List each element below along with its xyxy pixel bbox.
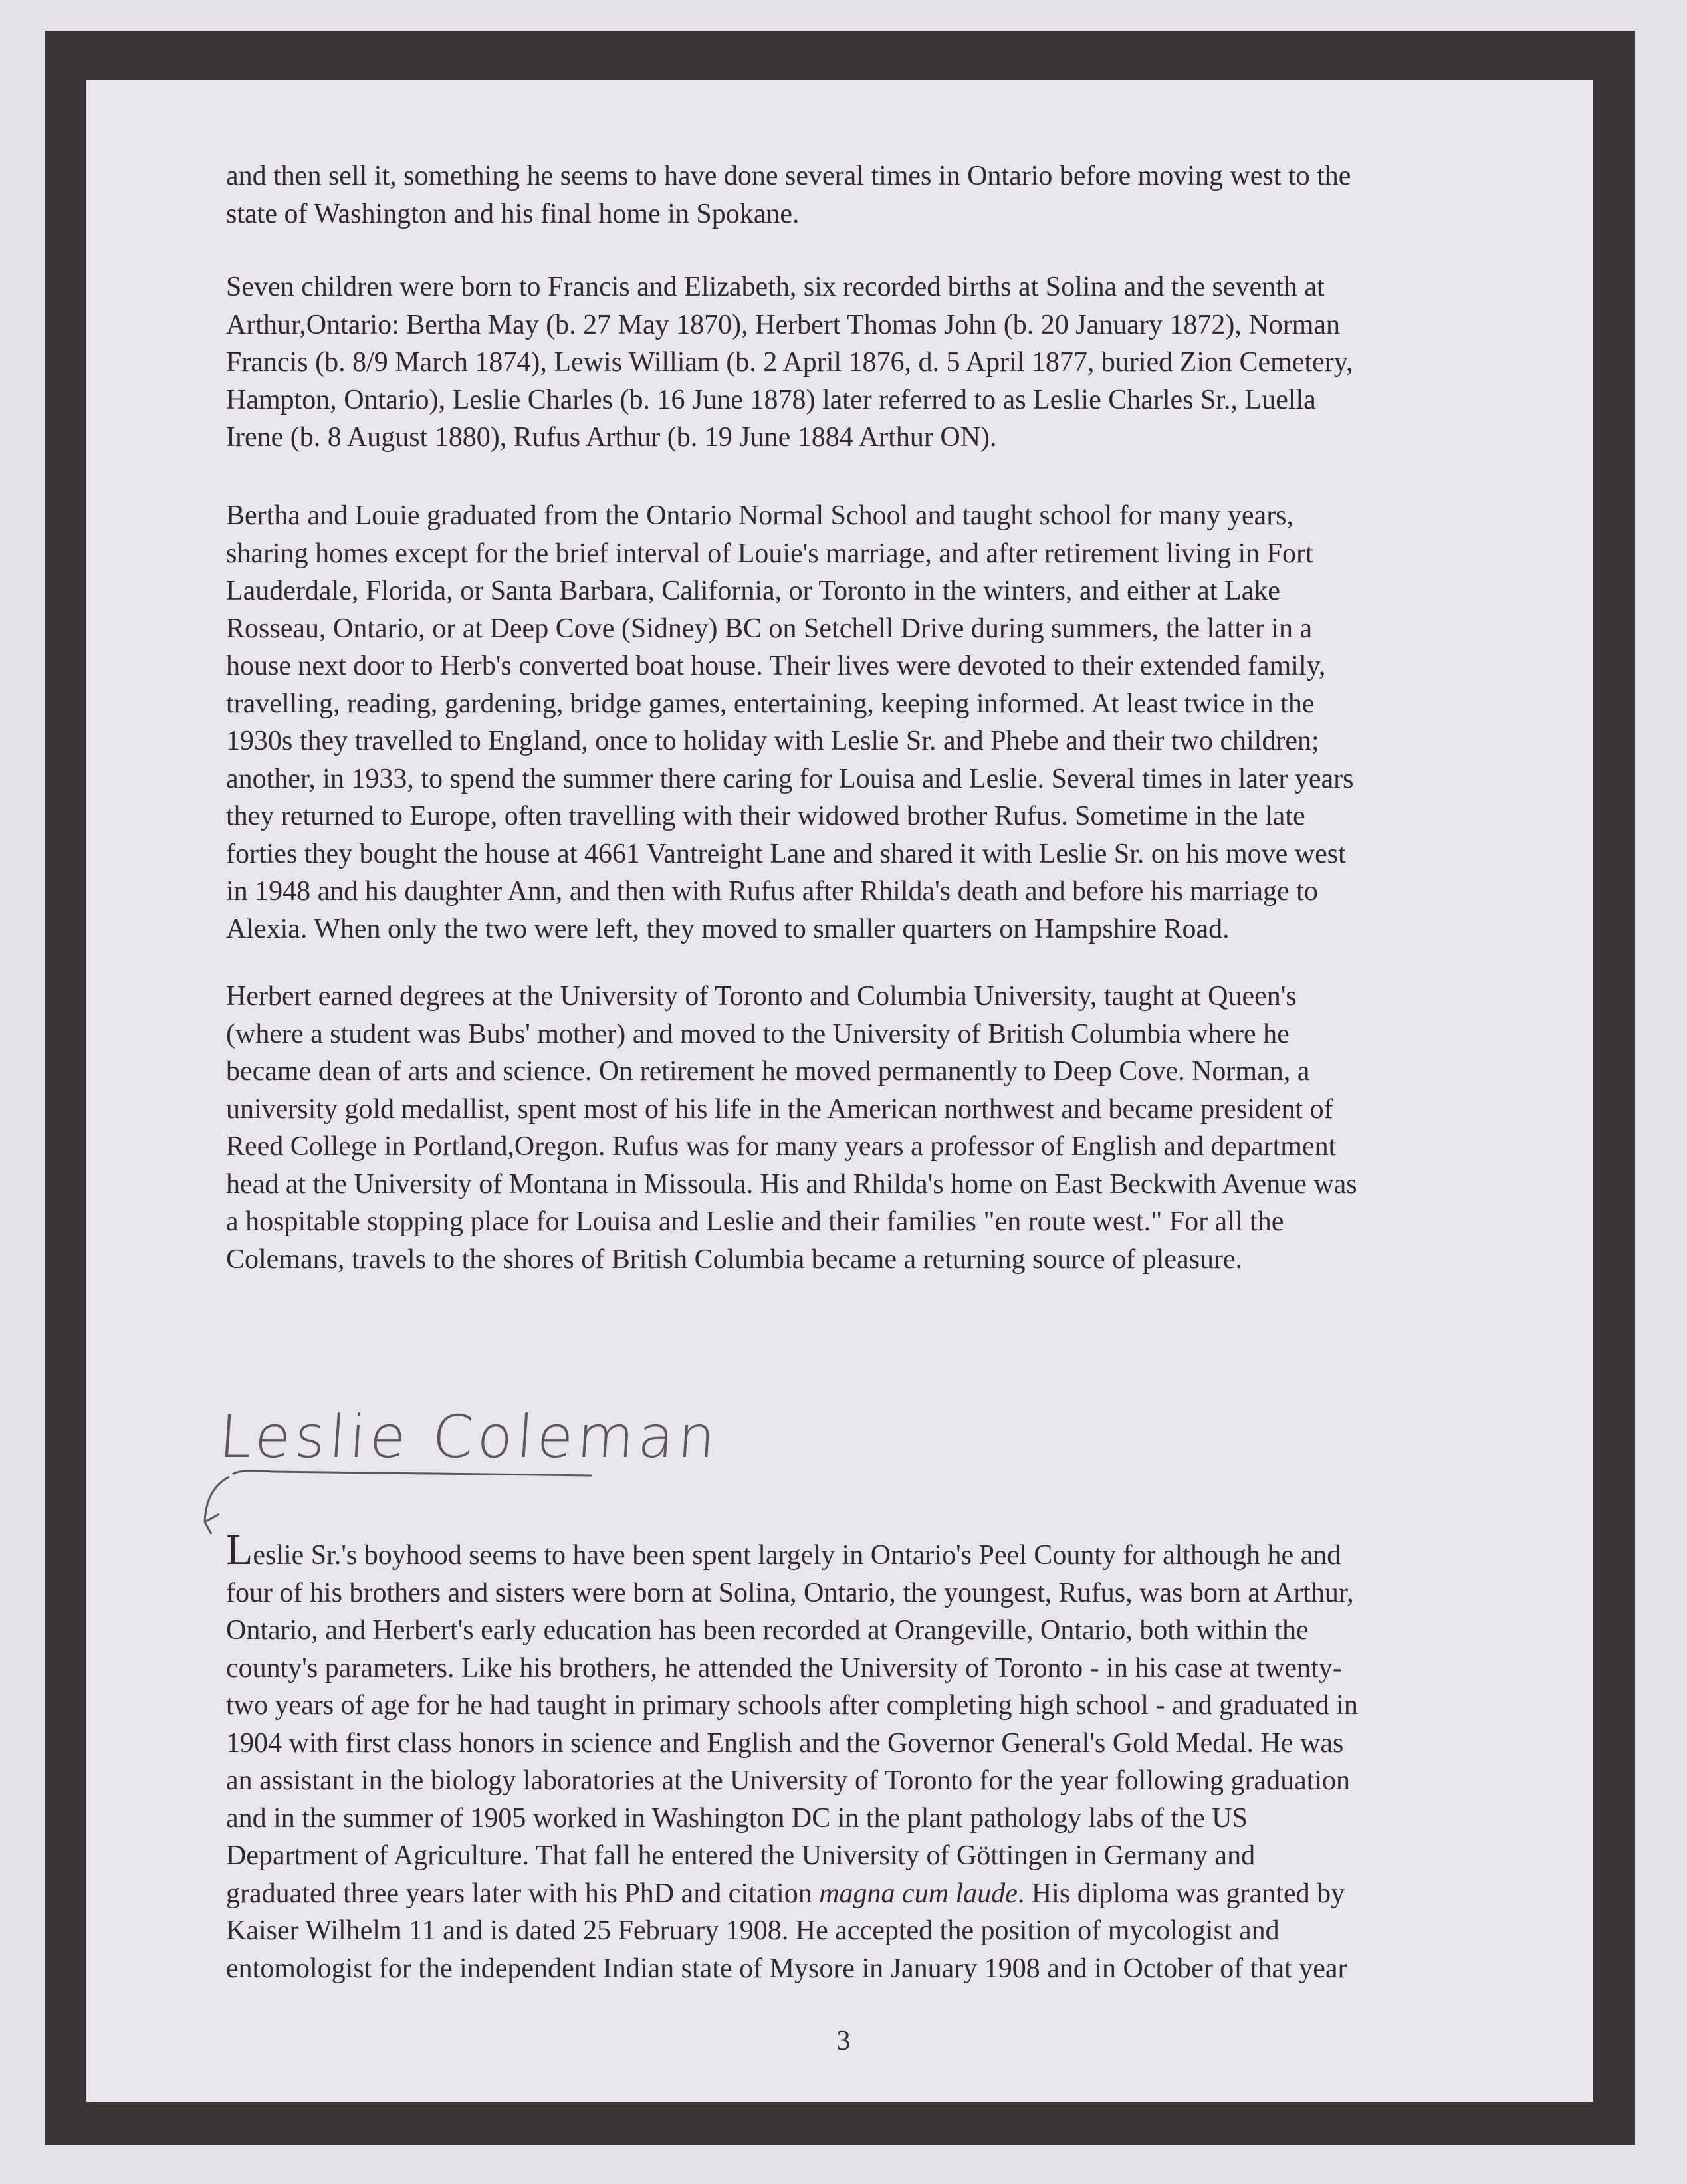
text-segment: . His diploma was granted by: [1017, 1878, 1345, 1909]
paragraph-leslie-boyhood: [226, 1525, 1358, 1987]
paragraph-herbert: [226, 978, 1357, 1278]
text-line: head at the University of Montana in Missoula. His and Rhilda's home on East Beckwith Avenue was: [226, 1168, 1357, 1200]
text-line: [226, 1875, 1358, 1913]
page-number: 3: [836, 2026, 851, 2056]
text-line: and then sell it, something he seems to have done several times in Ontario before moving west to the: [226, 161, 1351, 191]
text-line: Alexia. When only the two were left, they moved to smaller quarters on Hampshire Road.: [226, 913, 1230, 944]
text-line: house next door to Herb's converted boat house. Their lives were devoted to their extended family,: [226, 651, 1326, 681]
text-line: Lauderdale, Florida, or Santa Barbara, California, or Toronto in the winters, and either at Lake: [226, 576, 1280, 606]
text-line: Ontario, and Herbert's early education has been recorded at Orangeville, Ontario, both within the: [226, 1615, 1309, 1646]
text-line: Irene (b. 8 August 1880), Rufus Arthur (b. 19 June 1884 Arthur ON).: [226, 422, 997, 453]
text-line: Department of Agriculture. That fall he entered the University of Göttingen in Germany and: [226, 1840, 1256, 1871]
text-line: travelling, reading, gardening, bridge games, entertaining, keeping informed. At least twice in the: [226, 688, 1315, 719]
text-line: Francis (b. 8/9 March 1874), Lewis William (b. 2 April 1876, d. 5 April 1877, buried Zion Cemetery,: [226, 347, 1353, 378]
text-line: they returned to Europe, often travelling with their widowed brother Rufus. Sometime in the late: [226, 801, 1305, 831]
text-line: Kaiser Wilhelm 11 and is dated 25 February 1908. He accepted the position of mycologist and: [226, 1915, 1280, 1946]
text-line: Arthur,Ontario: Bertha May (b. 27 May 1870), Herbert Thomas John (b. 20 January 1872), Norman: [226, 309, 1341, 340]
text-line: and in the summer of 1905 worked in Washington DC in the plant pathology labs of the US: [226, 1802, 1248, 1834]
text-line: four of his brothers and sisters were born at Solina, Ontario, the youngest, Rufus, was born at Arthur,: [226, 1577, 1354, 1608]
text-line: in 1948 and his daughter Ann, and then with Rufus after Rhilda's death and before his marriage to: [226, 876, 1318, 907]
paragraph-children: [226, 269, 1353, 457]
text-line: 1930s they travelled to England, once to holiday with Leslie Sr. and Phebe and their two children;: [226, 726, 1319, 756]
text-line: an assistant in the biology laboratories at the University of Toronto for the year following graduation: [226, 1765, 1351, 1796]
text-line: Herbert earned degrees at the University of Toronto and Columbia University, taught at Queen's: [226, 981, 1297, 1012]
text-line: county's parameters. Like his brothers, he attended the University of Toronto - in his case at twenty-: [226, 1652, 1342, 1684]
text-line: (where a student was Bubs' mother) and moved to the University of British Columbia where he: [226, 1018, 1290, 1049]
text-line: two years of age for he had taught in primary schools after completing high school - and graduated in: [226, 1690, 1358, 1721]
paragraph-bertha-louie: [226, 497, 1353, 948]
text-line: Bertha and Louie graduated from the Ontario Normal School and taught school for many years,: [226, 500, 1294, 531]
drop-cap: L: [226, 1525, 253, 1574]
text-line: another, in 1933, to spend the summer there caring for Louisa and Leslie. Several times in later years: [226, 763, 1354, 794]
handwritten-underline-arrow-icon: [193, 1462, 658, 1542]
text-line: eslie Sr.'s boyhood seems to have been spent largely in Ontario's Peel County for although he and: [253, 1540, 1341, 1571]
handwritten-heading: Leslie Coleman: [217, 1402, 722, 1471]
text-line: Rosseau, Ontario, or at Deep Cove (Sidney) BC on Setchell Drive during summers, the latter in a: [226, 613, 1313, 644]
paragraph-spokane: [226, 158, 1351, 233]
text-line: Colemans, travels to the shores of British Columbia became a returning source of pleasure.: [226, 1244, 1243, 1275]
text-line: sharing homes except for the brief interval of Louie's marriage, and after retirement living in Fort: [226, 538, 1313, 569]
text-line: a hospitable stopping place for Louisa and Leslie and their families "en route west." For all the: [226, 1206, 1284, 1237]
text-line: 1904 with first class honors in science and English and the Governor General's Gold Medal. He was: [226, 1727, 1344, 1759]
text-line: Seven children were born to Francis and Elizabeth, six recorded births at Solina and the seventh at: [226, 272, 1325, 302]
text-segment: graduated three years later with his PhD and citation: [226, 1878, 820, 1909]
text-line: university gold medallist, spent most of his life in the American northwest and became president of: [226, 1093, 1333, 1125]
text-line: forties they bought the house at 4661 Vantreight Lane and shared it with Leslie Sr. on his move west: [226, 838, 1346, 869]
text-line: became dean of arts and science. On retirement he moved permanently to Deep Cove. Norman, a: [226, 1056, 1310, 1087]
text-line: Reed College in Portland,Oregon. Rufus was for many years a professor of English and department: [226, 1131, 1337, 1162]
text-line: Hampton, Ontario), Leslie Charles (b. 16 June 1878) later referred to as Leslie Charles Sr., Luella: [226, 384, 1316, 415]
text-line: state of Washington and his final home in Spokane.: [226, 198, 800, 229]
italic-phrase: magna cum laude: [819, 1878, 1018, 1909]
text-line: entomologist for the independent Indian state of Mysore in January 1908 and in October of that year: [226, 1953, 1347, 1984]
